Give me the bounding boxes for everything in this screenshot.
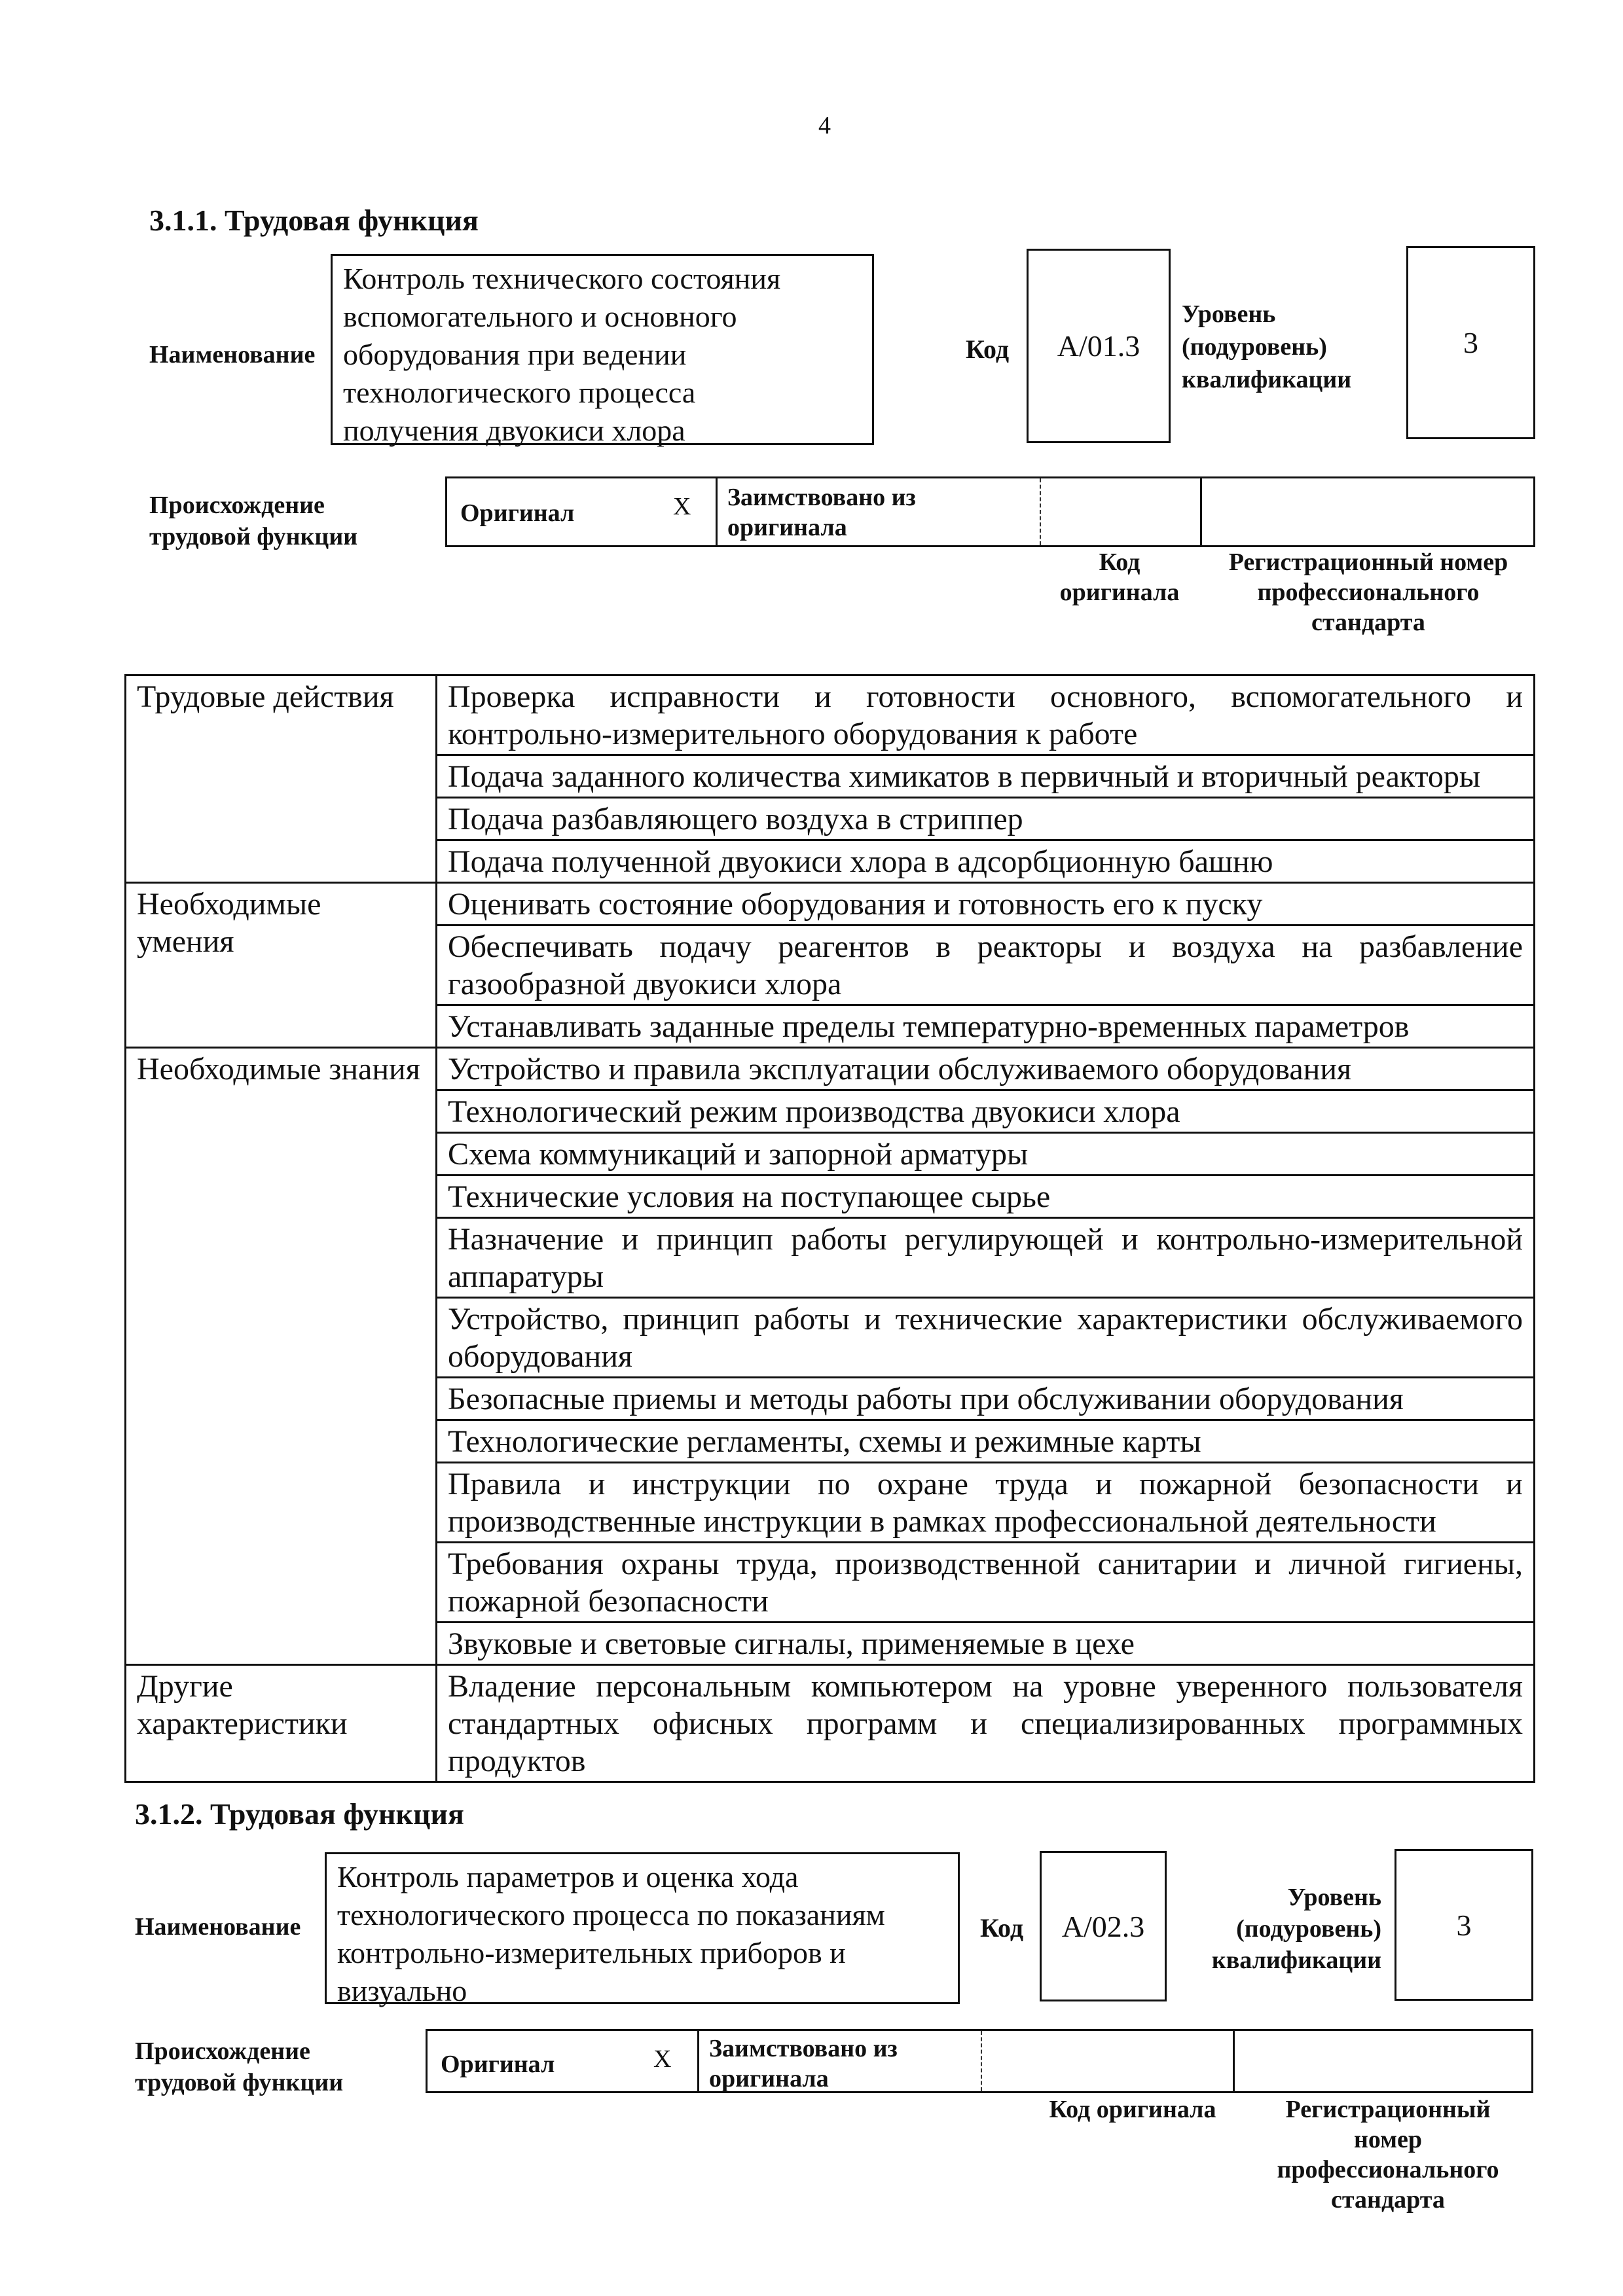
row-header: Необходимые умения xyxy=(126,883,437,1048)
level-label-line: (подуровень) xyxy=(1236,1915,1381,1943)
row-header: Другие характеристики xyxy=(126,1665,437,1782)
table-row xyxy=(126,675,1535,755)
reg-number-label xyxy=(1198,547,1539,637)
origin-table xyxy=(426,2029,1533,2093)
function-name-line: Контроль технического состояния xyxy=(343,262,781,295)
level-label xyxy=(1182,298,1351,396)
table-cell: Технологические регламенты, схемы и режимные карты xyxy=(437,1420,1535,1463)
table-cell: Технические условия на поступающее сырье xyxy=(437,1175,1535,1218)
table-cell: Подача заданного количества химикатов в первичный и вторичный реакторы xyxy=(437,755,1535,798)
level-label-line: (подуровень) xyxy=(1182,333,1327,361)
table-cell: Подача разбавляющего воздуха в стриппер xyxy=(437,798,1535,840)
code-label: Код xyxy=(980,1913,1024,1943)
origin-table xyxy=(445,476,1535,547)
code-original-label-line: оригинала xyxy=(1059,579,1180,606)
origin-label xyxy=(149,490,357,552)
table-cell: Звуковые и световые сигналы, применяемые в цехе xyxy=(437,1623,1535,1665)
function-name-box xyxy=(331,254,874,445)
function-name-line: получения двуокиси хлора xyxy=(343,414,685,447)
code-original-label xyxy=(1041,547,1198,607)
function-name-line: контрольно-измерительных приборов и xyxy=(337,1936,846,1969)
origin-label-line: трудовой функции xyxy=(149,523,358,550)
origin-label-line: Происхождение xyxy=(149,492,325,519)
function-name-line: визуально xyxy=(337,1974,467,2007)
row-header: Необходимые знания xyxy=(126,1048,437,1665)
function-name-line: технологического процесса по показаниям xyxy=(337,1898,885,1931)
borrowed-label xyxy=(709,2034,905,2094)
function-name-box xyxy=(325,1852,960,2007)
function-details-table xyxy=(124,674,1535,1783)
reg-number-label-line: профессионального xyxy=(1277,2156,1499,2183)
original-mark: X xyxy=(673,493,691,520)
borrowed-label-line: оригинала xyxy=(727,514,847,541)
borrowed-label xyxy=(727,482,924,543)
name-label: Наименование xyxy=(135,1913,301,1941)
level-label xyxy=(1211,1882,1381,1976)
code-box: А/02.3 xyxy=(1040,1851,1167,2001)
function-name-line: Контроль параметров и оценка хода xyxy=(337,1860,799,1893)
table-row xyxy=(126,883,1535,925)
function-name-line: оборудования при ведении xyxy=(343,338,687,371)
code-label: Код xyxy=(966,334,1010,364)
level-label-line: Уровень xyxy=(1182,300,1276,328)
reg-number-label-line: номер xyxy=(1353,2126,1423,2153)
origin-label-line: трудовой функции xyxy=(135,2069,344,2096)
code-original-label: Код оригинала xyxy=(1049,2096,1216,2123)
table-cell: Правила и инструкции по охране труда и пожарной безопасности и производственные инструкции в рамках профессиональной деятельности xyxy=(437,1463,1535,1543)
level-box: 3 xyxy=(1406,246,1535,439)
row-header: Трудовые действия xyxy=(126,675,437,883)
table-cell: Назначение и принцип работы регулирующей и контрольно-измерительной аппаратуры xyxy=(437,1218,1535,1298)
table-row xyxy=(126,1665,1535,1782)
table-cell: Оценивать состояние оборудования и готовность его к пуску xyxy=(437,883,1535,925)
section-title-3-1-2: 3.1.2. Трудовая функция xyxy=(135,1797,464,1831)
reg-number-label-line: стандарта xyxy=(1311,609,1425,636)
reg-number-label-line: Регистрационный номер xyxy=(1228,548,1508,576)
page-number: 4 xyxy=(818,112,831,139)
table-cell: Владение персональным компьютером на уровне уверенного пользователя стандартных офисных программ и специализированных программных продуктов xyxy=(437,1665,1535,1782)
table-cell: Устройство, принцип работы и технические характеристики обслуживаемого оборудования xyxy=(437,1298,1535,1378)
borrowed-label-line: Заимствовано из xyxy=(709,2035,898,2062)
code-box: А/01.3 xyxy=(1027,249,1171,443)
reg-number-label xyxy=(1244,2094,1532,2215)
borrowed-label-line: оригинала xyxy=(709,2065,829,2092)
function-name-line: технологического процесса xyxy=(343,376,696,409)
level-label-line: квалификации xyxy=(1211,1946,1381,1974)
origin-label-line: Происхождение xyxy=(135,2037,310,2065)
table-cell: Устройство и правила эксплуатации обслуживаемого оборудования xyxy=(437,1048,1535,1090)
reg-number-label-line: стандарта xyxy=(1331,2186,1445,2214)
original-label: Оригинал xyxy=(441,2051,555,2078)
table-cell: Обеспечивать подачу реагентов в реакторы и воздуха на разбавление газообразной двуокиси хлора xyxy=(437,925,1535,1005)
table-cell: Технологический режим производства двуокиси хлора xyxy=(437,1090,1535,1133)
level-label-line: квалификации xyxy=(1182,366,1352,393)
level-box: 3 xyxy=(1395,1849,1533,2001)
level-label-line: Уровень xyxy=(1287,1884,1381,1911)
name-label: Наименование xyxy=(149,341,316,368)
table-cell: Подача полученной двуокиси хлора в адсорбционную башню xyxy=(437,840,1535,883)
reg-number-label-line: Регистрационный xyxy=(1285,2096,1491,2123)
original-mark: X xyxy=(653,2045,672,2073)
table-row xyxy=(126,1048,1535,1090)
code-original-label-line: Код xyxy=(1099,548,1140,576)
origin-label xyxy=(135,2036,343,2098)
section-title-3-1-1: 3.1.1. Трудовая функция xyxy=(149,204,479,237)
original-label: Оригинал xyxy=(460,499,575,527)
table-cell: Схема коммуникаций и запорной арматуры xyxy=(437,1133,1535,1175)
table-cell: Безопасные приемы и методы работы при обслуживании оборудования xyxy=(437,1378,1535,1420)
function-name-line: вспомогательного и основного xyxy=(343,300,737,333)
reg-number-label-line: профессионального xyxy=(1257,579,1480,606)
table-cell: Требования охраны труда, производственной санитарии и личной гигиены, пожарной безопасности xyxy=(437,1543,1535,1623)
table-cell: Проверка исправности и готовности основного, вспомогательного и контрольно-измерительного оборудования к работе xyxy=(437,675,1535,755)
borrowed-label-line: Заимствовано из xyxy=(727,484,916,511)
table-cell: Устанавливать заданные пределы температурно-временных параметров xyxy=(437,1005,1535,1048)
